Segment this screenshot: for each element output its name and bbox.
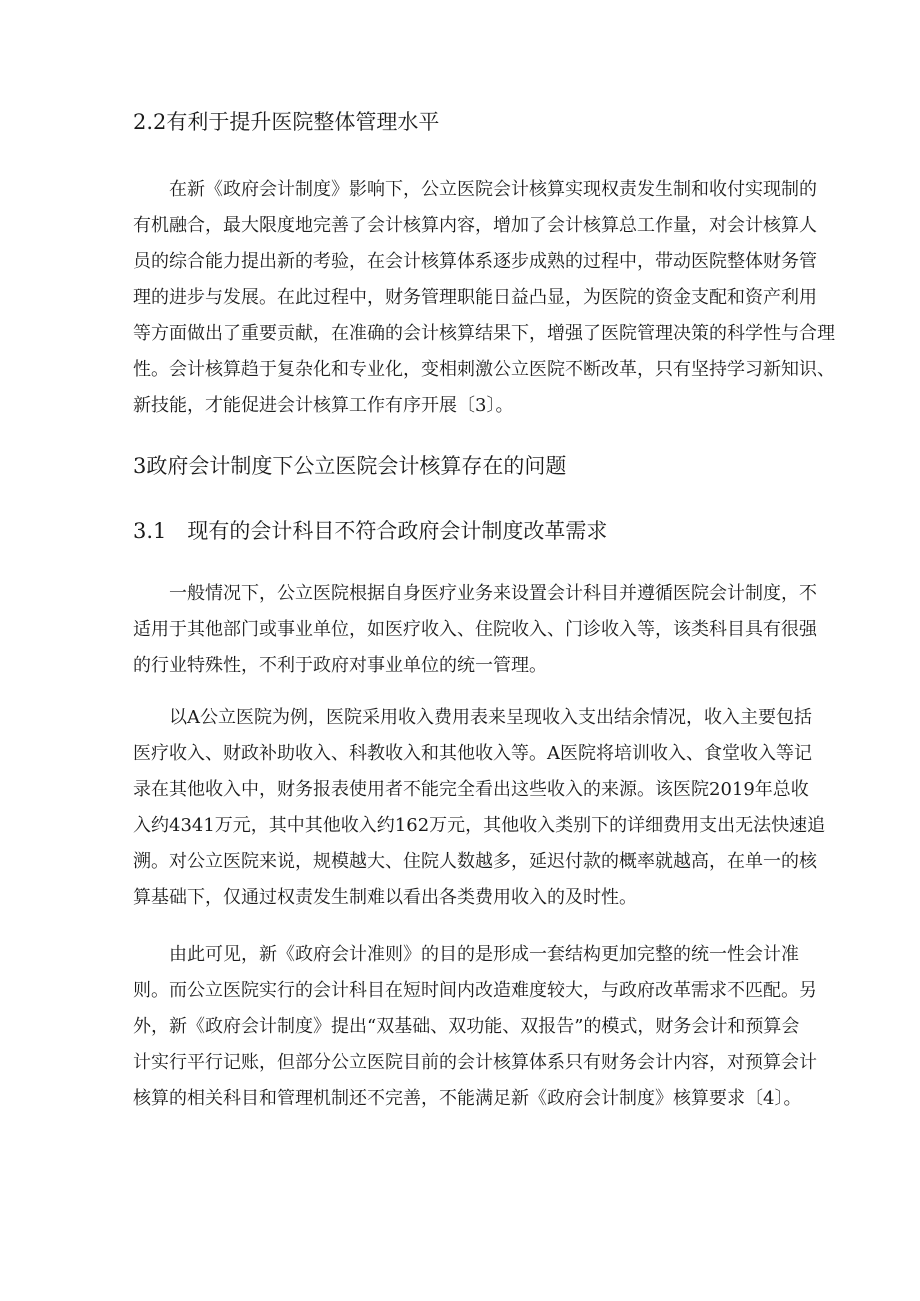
paragraph-line: 医疗收入、财政补助收入、科教收入和其他收入等。A医院将培训收入、食堂收入等记: [133, 743, 812, 764]
paragraph-line: 溯。对公立医院来说，规模越大、住院人数越多，延迟付款的概率就越高，在单一的核: [133, 851, 817, 872]
paragraph-line: 新技能，才能促进会计核算工作有序开展〔3〕。: [133, 395, 514, 416]
paragraph-line: 的行业特殊性，不利于政府对事业单位的统一管理。: [133, 655, 547, 676]
paragraph-line: 录在其他收入中，财务报表使用者不能完全看出这些收入的来源。该医院2019年总收: [133, 779, 809, 800]
paragraph-line: 员的综合能力提出新的考验，在会计核算体系逐步成熟的过程中，带动医院整体财务管: [133, 251, 817, 272]
section-heading-3-1: 3.1 现有的会计科目不符合政府会计制度改革需求: [133, 519, 608, 543]
paragraph-line: 等方面做出了重要贡献，在准确的会计核算结果下，增强了医院管理决策的科学性与合理: [133, 323, 835, 344]
paragraph-line: 则。而公立医院实行的会计科目在短时间内改造难度较大，与政府改革需求不匹配。另: [133, 980, 817, 1001]
paragraph-line: 性。会计核算趋于复杂化和专业化，变相刺激公立医院不断改革，只有坚持学习新知识、: [133, 359, 835, 380]
paragraph-3-1-conclusion: [133, 937, 817, 1117]
paragraph-line: 有机融合，最大限度地完善了会计核算内容，增加了会计核算总工作量，对会计核算人: [133, 215, 817, 236]
paragraph-line: 理的进步与发展。在此过程中，财务管理职能日益凸显，为医院的资金支配和资产利用: [133, 287, 817, 308]
paragraph-line: 入约4341万元，其中其他收入约162万元，其他收入类别下的详细费用支出无法快速追: [133, 815, 826, 836]
paragraph-line: 核算的相关科目和管理机制还不完善，不能满足新《政府会计制度》核算要求〔4〕。: [133, 1088, 802, 1109]
paragraph-3-1-intro: [133, 576, 817, 684]
paragraph-line: 由此可见，新《政府会计准则》的目的是形成一套结构更加完整的统一性会计准: [169, 944, 799, 965]
paragraph-line: 适用于其他部门或事业单位，如医疗收入、住院收入、门诊收入等，该类科目具有很强: [133, 619, 817, 640]
paragraph-line: 算基础下，仅通过权责发生制难以看出各类费用收入的及时性。: [133, 887, 637, 908]
paragraph-line: 外，新《政府会计制度》提出“双基础、双功能、双报告”的模式，财务会计和预算会: [133, 1016, 800, 1037]
section-heading-2-2: 2.2有利于提升医院整体管理水平: [133, 110, 440, 134]
paragraph-line: 计实行平行记账，但部分公立医院目前的会计核算体系只有财务会计内容，对预算会计: [133, 1052, 817, 1073]
paragraph-line: 一般情况下，公立医院根据自身医疗业务来设置会计科目并遵循医院会计制度，不: [169, 583, 817, 604]
paragraph-line: 在新《政府会计制度》影响下，公立医院会计核算实现权责发生制和收付实现制的: [169, 179, 817, 200]
paragraph-2-2-body: [133, 172, 835, 424]
paragraph-3-1-example: [133, 700, 826, 916]
paragraph-line: 以A公立医院为例，医院采用收入费用表来呈现收入支出结余情况，收入主要包括: [169, 707, 812, 728]
section-heading-3: 3政府会计制度下公立医院会计核算存在的问题: [133, 454, 567, 478]
